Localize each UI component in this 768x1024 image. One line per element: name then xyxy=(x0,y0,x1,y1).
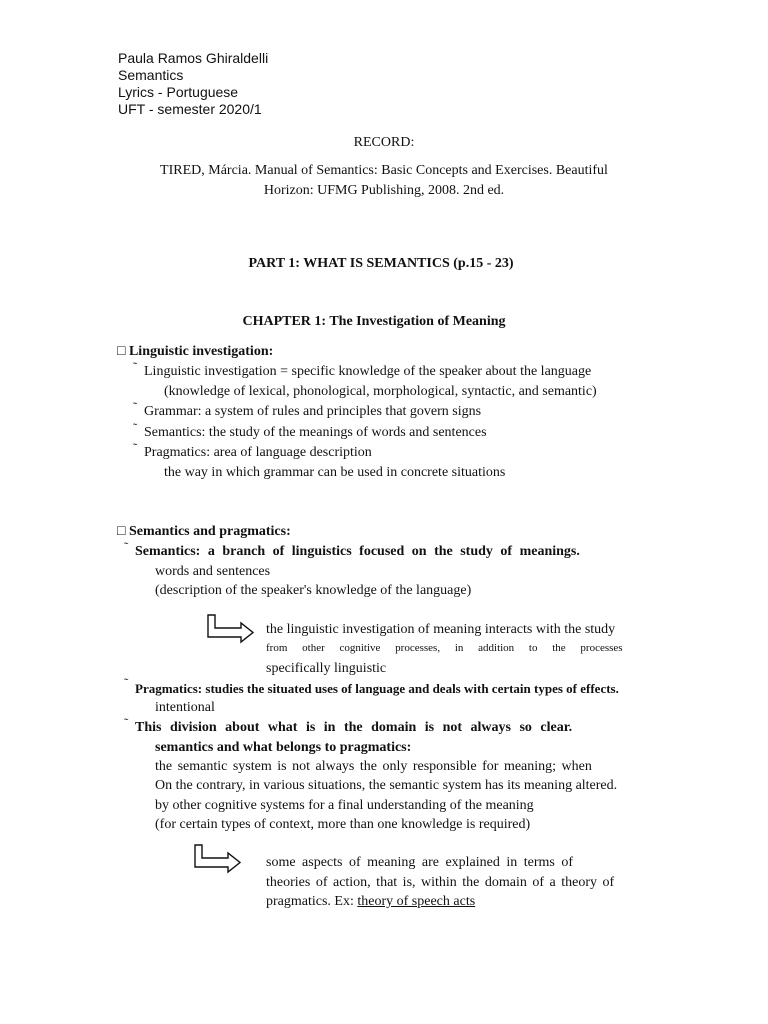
citation-line-1: TIRED, Márcia. Manual of Semantics: Basic Concepts and Exercises. Beautiful xyxy=(160,163,608,178)
list-item-continuation: (knowledge of lexical, phonological, morphological, syntactic, and semantic) xyxy=(164,384,597,399)
division-paragraph-line-2: On the contrary, in various situations, the semantic system has its meaning altered. xyxy=(155,778,618,793)
list-item-semantics: Semantics: the study of the meanings of words and sentences xyxy=(144,425,487,440)
division-paragraph-line-1: the semantic system is not always the only responsible for meaning; when xyxy=(155,759,592,774)
arrow1-line-2-text: from other cognitive processes, in addition to the processes xyxy=(266,642,623,654)
checkbox-bullet-icon: □ xyxy=(117,524,126,539)
list-item-pragmatics: Pragmatics: area of language description xyxy=(144,445,372,460)
list-item-linguistic-investigation: Linguistic investigation = specific knowledge of the speaker about the language xyxy=(144,364,592,379)
arrow2-prefix: pragmatics. Ex: xyxy=(266,894,354,909)
right-turn-arrow-icon xyxy=(192,843,244,877)
arrow2-line-1: some aspects of meaning are explained in terms of xyxy=(266,855,574,870)
chapter-title: CHAPTER 1: The Investigation of Meaning xyxy=(242,314,506,329)
division-paragraph-line-4: (for certain types of context, more than one knowledge is required) xyxy=(155,817,531,832)
semantics-definition-text: Semantics: a branch of linguistics focused on the study of meanings. xyxy=(135,544,580,559)
pragmatics-definition: Pragmatics: studies the situated uses of language and deals with certain types of effects. xyxy=(135,681,619,696)
tilde-bullet-icon: ˜ xyxy=(133,420,138,435)
list-item-grammar: Grammar: a system of rules and principles that govern signs xyxy=(144,404,482,419)
semantics-sub-words: words and sentences xyxy=(155,564,271,579)
program-name: Lyrics - Portuguese xyxy=(118,84,239,100)
semester-label: UFT - semester 2020/1 xyxy=(118,101,262,117)
citation-line-2: Horizon: UFMG Publishing, 2008. 2nd ed. xyxy=(263,183,505,198)
pragmatics-sub-intentional: intentional xyxy=(155,700,215,715)
checkbox-bullet-icon: □ xyxy=(117,344,126,359)
semantics-sub-description: (description of the speaker's knowledge of the language) xyxy=(155,583,472,598)
division-statement: This division about what is in the domain is not always so clear. xyxy=(135,720,573,735)
tilde-bullet-icon: ˜ xyxy=(124,539,129,554)
semantics-definition xyxy=(135,544,624,560)
arrow1-line-3: specifically linguistic xyxy=(266,661,387,676)
tilde-bullet-icon: ˜ xyxy=(133,359,138,374)
tilde-bullet-icon: ˜ xyxy=(133,440,138,455)
speech-acts-link[interactable]: theory of speech acts xyxy=(357,894,476,909)
section-linguistic-investigation-heading xyxy=(117,344,273,360)
section-semantics-pragmatics-heading xyxy=(117,524,291,540)
division-sub-heading: semantics and what belongs to pragmatics: xyxy=(155,740,412,755)
division-paragraph-line-3: by other cognitive systems for a final understanding of the meaning xyxy=(155,798,534,813)
tilde-bullet-icon: ˜ xyxy=(124,715,129,730)
list-item-continuation: the way in which grammar can be used in concrete situations xyxy=(164,465,506,480)
tilde-bullet-icon: ˜ xyxy=(133,399,138,414)
tilde-bullet-icon: ˜ xyxy=(124,675,129,690)
course-name: Semantics xyxy=(118,67,184,83)
arrow1-line-2 xyxy=(266,642,671,654)
arrow1-line-1: the linguistic investigation of meaning interacts with the study xyxy=(266,622,616,637)
right-turn-arrow-icon xyxy=(205,613,257,647)
record-label: RECORD: xyxy=(353,135,415,150)
section-heading-text: Linguistic investigation: xyxy=(128,344,274,359)
author-name: Paula Ramos Ghiraldelli xyxy=(118,50,269,66)
arrow2-line-3 xyxy=(266,894,475,910)
arrow2-line-2: theories of action, that is, within the domain of a theory of xyxy=(266,875,615,890)
part-title: PART 1: WHAT IS SEMANTICS (p.15 - 23) xyxy=(248,256,514,271)
section-heading-text: Semantics and pragmatics: xyxy=(128,524,291,539)
